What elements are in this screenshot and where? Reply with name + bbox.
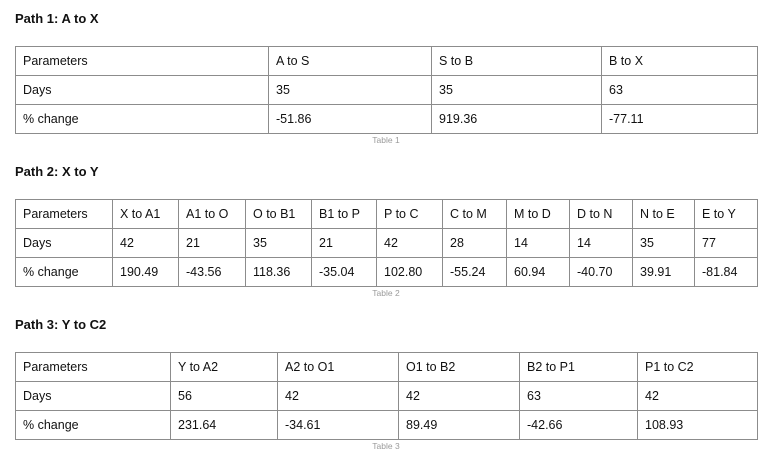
path-2-section	[15, 164, 757, 299]
table-cell: 42	[113, 229, 179, 258]
table-cell: -34.61	[278, 411, 399, 440]
table-cell: O to B1	[246, 200, 312, 229]
table-cell: D to N	[570, 200, 633, 229]
table-cell: 14	[507, 229, 570, 258]
path-2-title: Path 2: X to Y	[15, 164, 99, 179]
path-3-table	[15, 352, 758, 440]
table-cell: 60.94	[507, 258, 570, 287]
table-cell: 21	[179, 229, 246, 258]
path-3-section	[15, 317, 757, 452]
table-cell: % change	[16, 258, 113, 287]
table-row	[16, 258, 758, 287]
table-row	[16, 382, 758, 411]
table-cell: -40.70	[570, 258, 633, 287]
path-3-title: Path 3: Y to C2	[15, 317, 107, 332]
table-cell: 42	[278, 382, 399, 411]
table-cell: 42	[399, 382, 520, 411]
table-cell: -77.11	[602, 105, 758, 134]
table-cell: P to C	[377, 200, 443, 229]
table-cell: E to Y	[695, 200, 758, 229]
table-cell: Days	[16, 76, 269, 105]
table-cell: Days	[16, 382, 171, 411]
table-cell: N to E	[633, 200, 695, 229]
table-caption: Table 1	[372, 135, 400, 145]
table-cell: 919.36	[432, 105, 602, 134]
table-cell: A2 to O1	[278, 353, 399, 382]
table-cell: M to D	[507, 200, 570, 229]
path-1-section	[15, 11, 757, 146]
table-cell: % change	[16, 411, 171, 440]
table-cell: 102.80	[377, 258, 443, 287]
table-cell: A1 to O	[179, 200, 246, 229]
table-cell: 35	[633, 229, 695, 258]
table-caption: Table 3	[372, 441, 400, 451]
table-cell: -42.66	[520, 411, 638, 440]
table-row	[16, 105, 758, 134]
table-cell: O1 to B2	[399, 353, 520, 382]
table-cell: 42	[377, 229, 443, 258]
table-cell: X to A1	[113, 200, 179, 229]
table-cell: -51.86	[269, 105, 432, 134]
path-1-table	[15, 46, 758, 134]
table-cell: 108.93	[638, 411, 758, 440]
table-cell: 231.64	[171, 411, 278, 440]
table-cell: S to B	[432, 47, 602, 76]
table-row	[16, 229, 758, 258]
table-cell: -81.84	[695, 258, 758, 287]
table-cell: 56	[171, 382, 278, 411]
table-cell: C to M	[443, 200, 507, 229]
table-cell: % change	[16, 105, 269, 134]
table-cell: 21	[312, 229, 377, 258]
table-cell: 35	[269, 76, 432, 105]
table-cell: B2 to P1	[520, 353, 638, 382]
table-cell: 63	[520, 382, 638, 411]
table-cell: 63	[602, 76, 758, 105]
table-cell: P1 to C2	[638, 353, 758, 382]
table-cell: 118.36	[246, 258, 312, 287]
table-cell: Parameters	[16, 353, 171, 382]
table-cell: 190.49	[113, 258, 179, 287]
table-cell: -35.04	[312, 258, 377, 287]
table-row	[16, 411, 758, 440]
table-cell: B1 to P	[312, 200, 377, 229]
table-cell: 39.91	[633, 258, 695, 287]
table-cell: 14	[570, 229, 633, 258]
table-cell: 42	[638, 382, 758, 411]
table-cell: Parameters	[16, 200, 113, 229]
path-1-title: Path 1: A to X	[15, 11, 99, 26]
table-cell: -55.24	[443, 258, 507, 287]
table-cell: -43.56	[179, 258, 246, 287]
table-cell: 35	[246, 229, 312, 258]
table-header-row	[16, 353, 758, 382]
table-cell: 35	[432, 76, 602, 105]
table-cell: 77	[695, 229, 758, 258]
table-header-row	[16, 200, 758, 229]
table-cell: 28	[443, 229, 507, 258]
table-cell: Parameters	[16, 47, 269, 76]
table-cell: Y to A2	[171, 353, 278, 382]
path-2-table	[15, 199, 758, 287]
table-cell: Days	[16, 229, 113, 258]
table-row	[16, 76, 758, 105]
table-cell: B to X	[602, 47, 758, 76]
table-cell: 89.49	[399, 411, 520, 440]
table-cell: A to S	[269, 47, 432, 76]
table-caption: Table 2	[372, 288, 400, 298]
table-header-row	[16, 47, 758, 76]
